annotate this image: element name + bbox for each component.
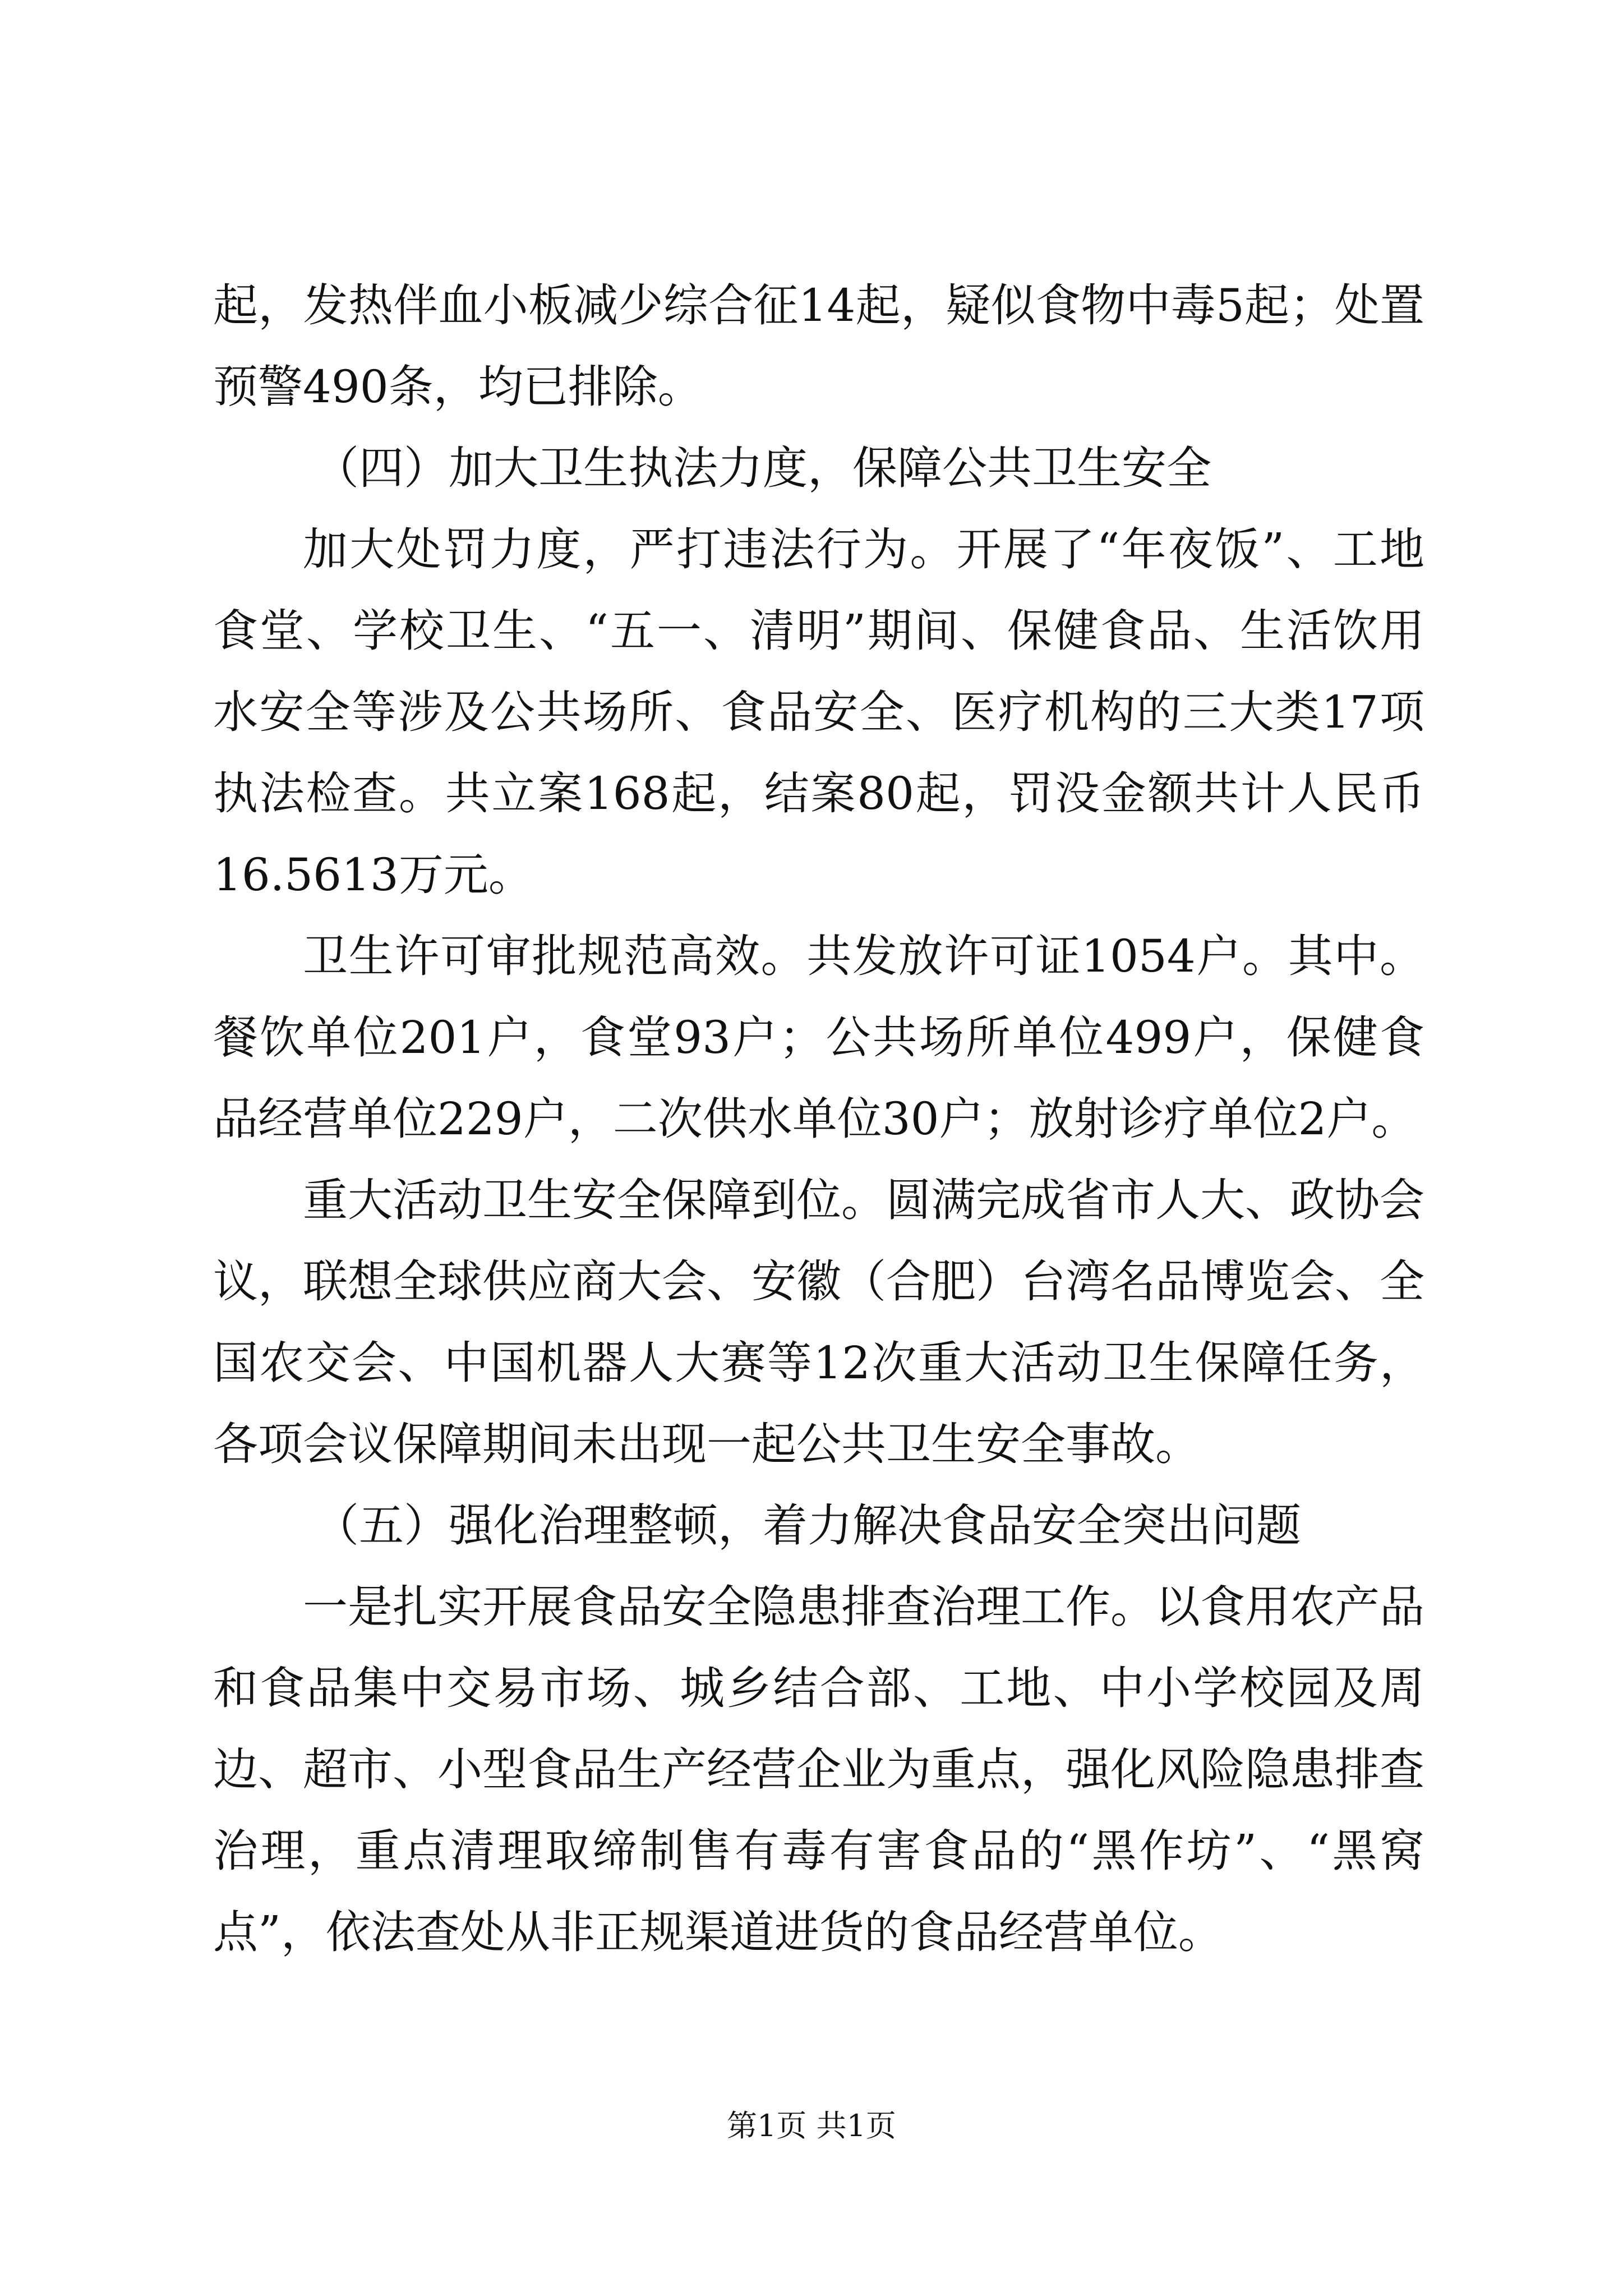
paragraph-licensing: 卫生许可审批规范高效。共发放许可证1054户。其中。餐饮单位201户，食堂93户；公共场所单位499户，保健食品经营单位229户，二次供水单位30户；放射诊疗单位2户。: [213, 930, 1424, 1145]
section-heading-five: （五）强化治理整顿，着力解决食品安全突出问题: [314, 1499, 1301, 1552]
page-footer: 第1页 共1页: [727, 2108, 896, 2143]
paragraph-hazard-inspection: 一是扎实开展食品安全隐患排查治理工作。以食用农产品和食品集中交易市场、城乡结合部、工地、中小学校园及周边、超市、小型食品生产经营企业为重点，强化风险隐患排查治理，重点清理取缔制售有毒有害食品的“黑作坊”、“黑窝点”，依法查处从非正规渠道进货的食品经营单位。: [213, 1581, 1424, 1958]
paragraph-continuation: 起，发热伴血小板减少综合征14起，疑似食物中毒5起；处置预警490条，均已排除。: [213, 279, 1424, 413]
paragraph-enforcement: 加大处罚力度，严打违法行为。开展了“年夜饭”、工地食堂、学校卫生、“五一、清明”期间、保健食品、生活饮用水安全等涉及公共场所、食品安全、医疗机构的三大类17项执法检查。共立案168起，结案80起，罚没金额共计人民币16.5613万元。: [213, 523, 1424, 901]
document-body: [213, 265, 1424, 1973]
section-heading-four: （四）加大卫生执法力度，保障公共卫生安全: [314, 442, 1211, 494]
paragraph-major-events: 重大活动卫生安全保障到位。圆满完成省市人大、政协会议，联想全球供应商大会、安徽（合肥）台湾名品博览会、全国农交会、中国机器人大赛等12次重大活动卫生保障任务，各项会议保障期间未出现一起公共卫生安全事故。: [213, 1174, 1424, 1470]
